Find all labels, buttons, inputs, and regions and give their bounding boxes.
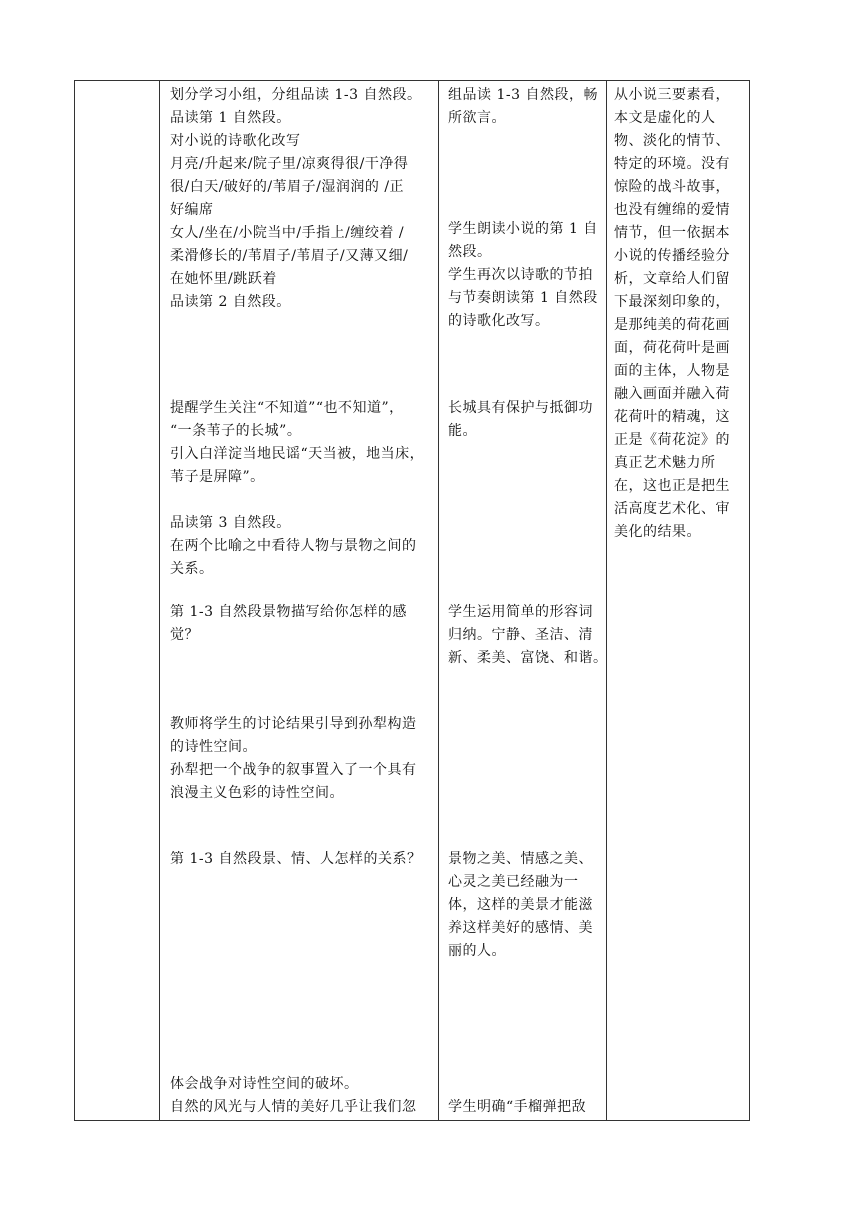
text-line: 面，荷花荷叶是画: [614, 340, 730, 356]
text-line: 浪漫主义色彩的诗性空间。: [170, 785, 344, 801]
student-activity-block-5: [448, 848, 604, 963]
column-divider-2: [438, 80, 439, 1121]
text-line: 景物之美、情感之美、: [448, 851, 593, 867]
student-activity-block-4: [448, 601, 608, 670]
text-line: 对小说的诗歌化改写: [170, 133, 301, 149]
text-line: 物、淡化的情节、: [614, 133, 730, 149]
text-line: 体，这样的美景才能滋: [448, 897, 593, 913]
student-activity-block-6: [448, 1096, 604, 1119]
text-line: 是那纯美的荷花画: [614, 317, 730, 333]
text-line: 自然的风光与人情的美好几乎让我们忽: [170, 1099, 417, 1115]
text-line: 小说的传播经验分: [614, 248, 730, 264]
text-line: 关系。: [170, 561, 214, 577]
text-line: 融入画面并融入荷: [614, 386, 730, 402]
teacher-activity-block-4: [170, 601, 436, 647]
text-line: 的诗性空间。: [170, 739, 257, 755]
column-divider-3: [606, 80, 607, 1121]
text-line: 教师将学生的讨论结果引导到孙犁构造: [170, 716, 417, 732]
text-line: 第 1-3 自然段景物描写给你怎样的感: [170, 604, 407, 620]
text-line: 与节奏朗读第 1 自然段: [448, 290, 598, 306]
text-line: 美化的结果。: [614, 524, 701, 540]
text-line: 所欲言。: [448, 110, 506, 126]
text-line: 提醒学生关注“不知道”“也不知道”，: [170, 400, 404, 416]
text-line: 好编席: [170, 202, 214, 218]
text-line: 惊险的战斗故事，: [614, 179, 730, 195]
text-line: 孙犁把一个战争的叙事置入了一个具有: [170, 762, 417, 778]
teacher-activity-block-5: [170, 713, 436, 805]
text-line: 特定的环境。没有: [614, 156, 730, 172]
text-line: 组品读 1-3 自然段，畅: [448, 87, 598, 103]
text-line: 品读第 1 自然段。: [170, 110, 291, 126]
text-line: 丽的人。: [448, 943, 506, 959]
text-line: 月亮/升起来/院子里/凉爽得很/干净得: [170, 156, 409, 172]
design-intent-block: [614, 84, 742, 544]
text-line: 析，文章给人们留: [614, 271, 730, 287]
text-line: 品读第 3 自然段。: [170, 515, 291, 531]
text-line: 能。: [448, 423, 477, 439]
text-line: 体会战争对诗性空间的破坏。: [170, 1076, 359, 1092]
text-line: 从小说三要素看，: [614, 87, 730, 103]
text-line: 品读第 2 自然段。: [170, 294, 291, 310]
text-line: 本文是虚化的人: [614, 110, 716, 126]
text-line: “一条苇子的长城”。: [170, 423, 302, 439]
text-line: 在两个比喻之中看待人物与景物之间的: [170, 538, 417, 554]
text-line: 长城具有保护与抵御功: [448, 400, 593, 416]
text-line: 学生朗读小说的第 1 自: [448, 221, 598, 237]
text-line: 面的主体，人物是: [614, 363, 730, 379]
text-line: 划分学习小组，分组品读 1-3 自然段。: [170, 87, 422, 103]
teacher-activity-block-7: [170, 1073, 436, 1119]
teacher-activity-block-1: [170, 84, 436, 314]
teacher-activity-block-2: [170, 397, 436, 489]
text-line: 活高度艺术化、审: [614, 501, 730, 517]
text-line: 新、柔美、富饶、和谐。: [448, 650, 608, 666]
text-line: 在，这也正是把生: [614, 478, 730, 494]
text-line: 柔滑修长的/苇眉子/苇眉子/又薄又细/: [170, 248, 409, 264]
column-divider-1: [159, 80, 160, 1121]
text-line: 在她怀里/跳跃着: [170, 271, 277, 287]
student-activity-block-1: [448, 84, 604, 130]
text-line: 养这样美好的感情、美: [448, 920, 593, 936]
text-line: 学生再次以诗歌的节拍: [448, 267, 593, 283]
text-line: 也没有缠绵的爱情: [614, 202, 730, 218]
text-line: 女人/坐在/小院当中/手指上/缠绞着 /: [170, 225, 405, 241]
text-line: 下最深刻印象的，: [614, 294, 730, 310]
text-line: 学生明确“手榴弹把敌: [448, 1099, 587, 1115]
teacher-activity-block-3: [170, 512, 436, 581]
text-line: 苇子是屏障”。: [170, 469, 265, 485]
text-line: 第 1-3 自然段景、情、人怎样的关系？: [170, 851, 422, 867]
text-line: 情节，但一依据本: [614, 225, 730, 241]
text-line: 真正艺术魅力所: [614, 455, 716, 471]
teacher-activity-block-6: [170, 848, 436, 871]
text-line: 的诗歌化改写。: [448, 313, 550, 329]
text-line: 觉？: [170, 627, 199, 643]
text-line: 很/白天/破好的/苇眉子/湿润润的 /正: [170, 179, 405, 195]
text-line: 引入白洋淀当地民谣“天当被，地当床，: [170, 446, 425, 462]
text-line: 花荷叶的精魂，这: [614, 409, 730, 425]
student-activity-block-2: [448, 218, 604, 333]
student-activity-block-3: [448, 397, 604, 443]
text-line: 然段。: [448, 244, 492, 260]
text-line: 正是《荷花淀》的: [614, 432, 730, 448]
text-line: 学生运用简单的形容词: [448, 604, 593, 620]
text-line: 心灵之美已经融为一: [448, 874, 579, 890]
text-line: 归纳。宁静、圣洁、清: [448, 627, 593, 643]
